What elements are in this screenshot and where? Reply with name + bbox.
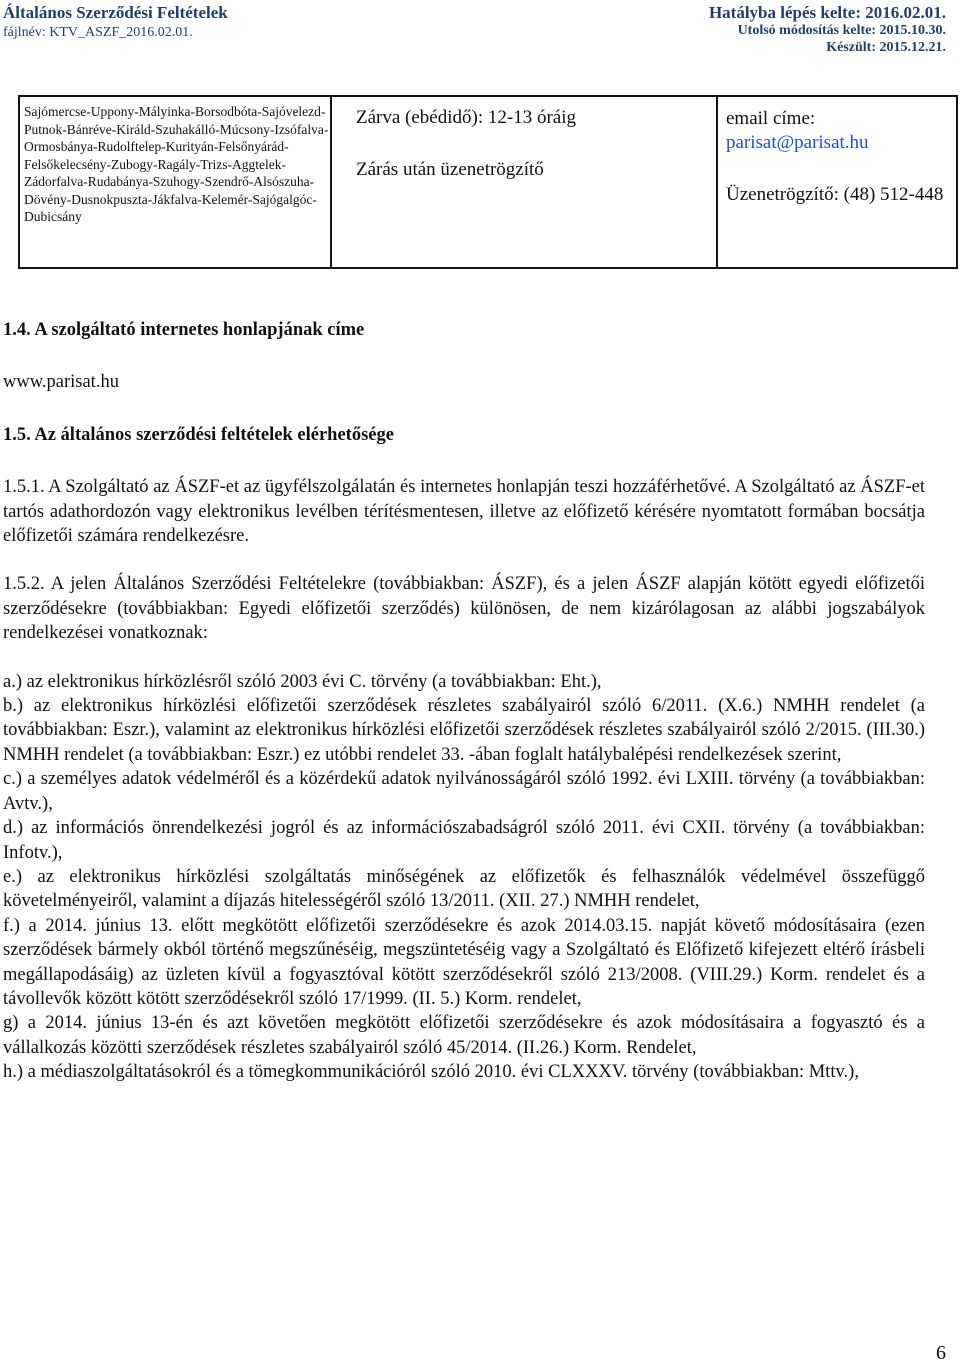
document-body: [3, 318, 925, 1085]
paragraph-1-5-1: 1.5.1. A Szolgáltató az ÁSZF-et az ügyfélszolgálatán és internetes honlapján teszi hozzáférhetővé. A Szolgáltató az ÁSZF-et tartós adathordozón vagy elektronikus levélben térítésmentesen, illetve az előfizető kérésére nyomtatott formában bocsátja előfizetői számára rendelkezésre.: [3, 477, 925, 547]
opening-info-cell: [331, 96, 717, 268]
header-right: [709, 4, 946, 56]
effective-date: Hatályba lépés kelte: 2016.02.01.: [708, 3, 946, 22]
after-hours-note: Zárás után üzenetrögzítő: [356, 159, 544, 180]
header-left: [3, 4, 228, 42]
legal-item-b: b.) az elektronikus hírközlési előfizetői szerződések részletes szabályairól szóló 6/2011. (X.6.) NMHH rendelet (a továbbiakban: Eszr.), valamint az elektronikus hírközlési előfizetői szerződések részletes szabályairól szóló 2/2015. (III.30.) NMHH rendelet (a továbbiakban: Eszr.) ez utóbbi rendelet 33. -ában foglalt hatálybalépési rendelkezések szerint,: [3, 696, 925, 765]
document-title: Általános Szerződési Feltételek: [3, 3, 228, 22]
created-date: Készült: 2015.12.21.: [826, 40, 946, 55]
modified-date: Utolsó módosítás kelte: 2015.10.30.: [737, 23, 946, 38]
section-heading-1-4: 1.4. A szolgáltató internetes honlapjának címe: [3, 320, 365, 340]
contact-cell: [717, 96, 957, 268]
legal-item-g: g) a 2014. június 13-én és azt követően megkötött előfizetői szerződésekre és azok módosításaira a fogyasztó és a vállalkozás közötti szerződések részletes szabályairól szóló 45/2014. (II.26.) Korm. Rendelet,: [3, 1013, 925, 1058]
legal-item-c: c.) a személyes adatok védelméről és a közérdekű adatok nyilvánosságáról szóló 1992. évi LXIII. törvény (a továbbiakban: Avtv.),: [3, 769, 925, 814]
legal-item-a: a.) az elektronikus hírközlésről szóló 2003 évi C. törvény (a továbbiakban: Eht.),: [3, 671, 602, 692]
lunch-closing: Zárva (ebédidő): 12-13 óráig: [356, 107, 576, 128]
file-name: fájlnév: KTV_ASZF_2016.02.01.: [3, 25, 193, 40]
section-heading-1-5: 1.5. Az általános szerződési feltételek elérhetősége: [3, 424, 394, 445]
page-header: [0, 0, 960, 60]
legal-item-d: d.) az információs önrendelkezési jogról és az információszabadságról szóló 2011. évi CXII. törvény (a továbbiakban: Infotv.),: [3, 818, 925, 863]
service-towns: Sajómercse-Uppony-Mályinka-Borsodbóta-Sajóvelezd-Putnok-Bánréve-Királd-Szuhakálló-Múcsony-Izsófalva-Ormosbánya-Rudolftelep-Kurityán-Felsőnyárád-Felsőkelecsény-Zubogy-Ragály-Trizs-Aggtelek-Zádorfalva-Rudabánya-Szuhogy-Szendrő-Alsószuha-Dövény-Dusnokpuszta-Jákfalva-Kelemér-Sajógalgóc-Dubicsány: [24, 104, 329, 224]
website-address: www.parisat.hu: [3, 372, 119, 393]
legal-item-e: e.) az elektronikus hírközlési szolgáltatás minőségének az előfizetők és felhasználók védelmével összefüggő követelményeiről, valamint a díjazás hitelességéről szóló 13/2011. (XII. 27.) NMHH rendelet,: [3, 866, 925, 912]
page-number: 6: [936, 1342, 946, 1364]
email-label: email címe:: [726, 108, 816, 129]
customer-office-table: [18, 95, 958, 269]
service-towns-cell: [19, 96, 331, 268]
paragraph-1-5-2: 1.5.2. A jelen Általános Szerződési Feltételekre (továbbiakban: ÁSZF), és a jelen ÁSZF alapján kötött egyedi előfizetői szerződésekre (továbbiakban: Egyedi előfizetői szerződés) különösen, de nem kizárólagosan az alábbi jogszabályok rendelkezései vonatkoznak:: [3, 574, 925, 644]
legal-item-h: h.) a médiaszolgáltatásokról és a tömegkommunikációról szóló 2010. évi CLXXXV. törvény (továbbiakban: Mttv.),: [3, 1062, 859, 1083]
legal-item-f: f.) a 2014. június 13. előtt megkötött előfizetői szerződésekre és azok 2014.03.15. napját követő módosításaira (ezen szerződések bármely okból történő megszűnéséig, megszüntetéséig vagy a Szolgáltató és Előfizető kifejezett eltérő írásbeli megállapodásáig) az üzleten kívül a fogyasztóval kötött szerződésekről szóló 213/2008. (VIII.29.) Korm. rendelet és a távollevők között kötött szerződésekről szóló 17/1999. (II. 5.) Korm. rendelet,: [3, 915, 925, 1009]
email-link[interactable]: parisat@parisat.hu: [726, 132, 869, 153]
voicemail-number: Üzenetrögzítő: (48) 512-448: [726, 184, 944, 205]
